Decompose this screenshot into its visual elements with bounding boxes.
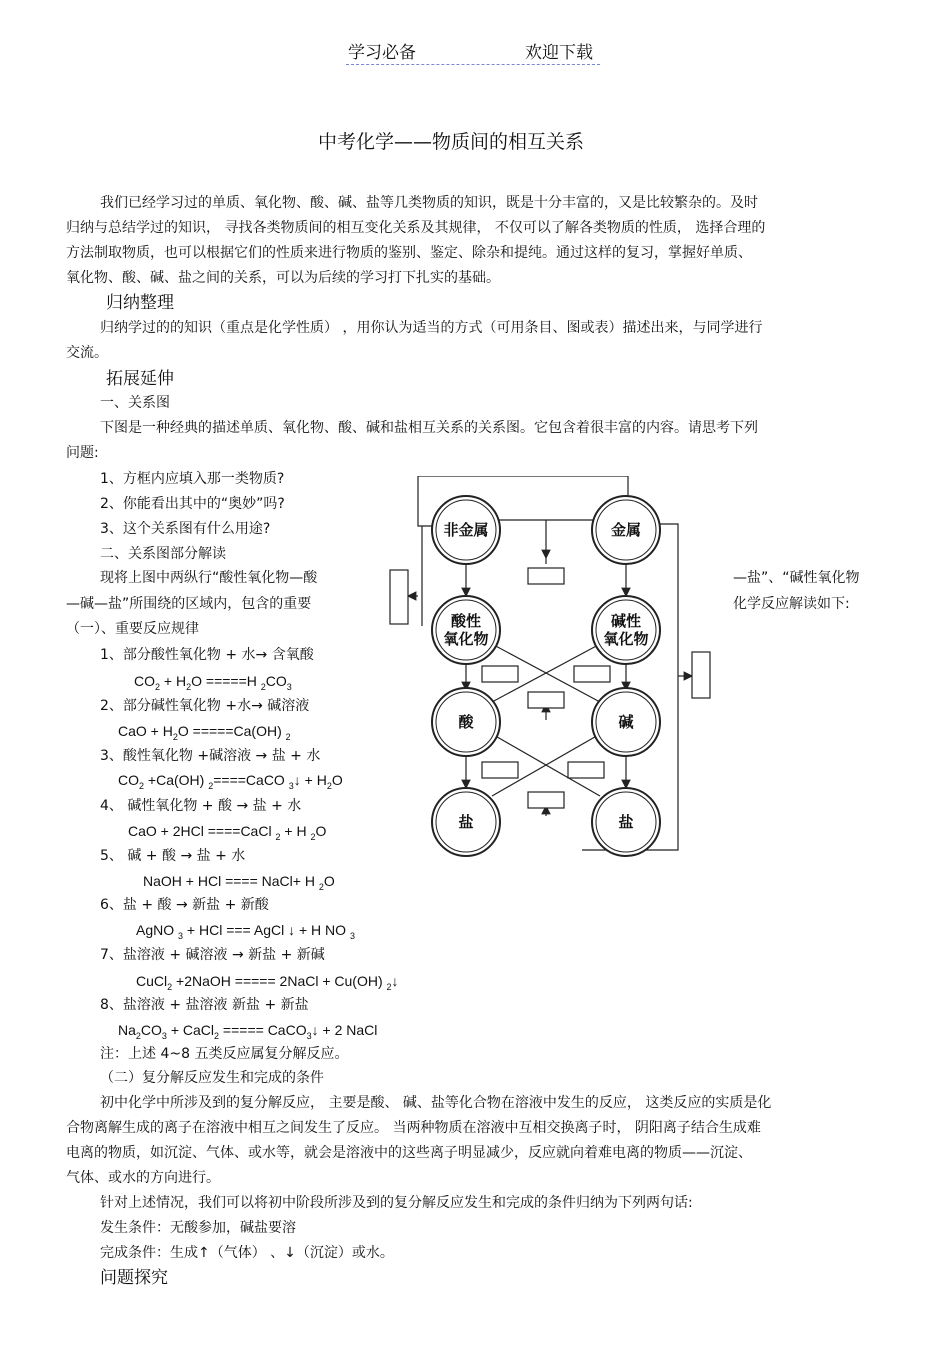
page-title: 中考化学——物质间的相互关系	[318, 131, 585, 153]
extend-heading: 拓展延伸	[106, 369, 174, 389]
label-base: 碱	[618, 713, 634, 731]
conditions-text: 初中化学中所涉及到的复分解反应， 主要是酸、 碱、盐等化合物在溶液中发生的反应， 这类反应的实质是化	[100, 1095, 772, 1111]
diagram-blank-box	[528, 792, 564, 808]
label-basic-oxide: 碱性	[610, 612, 642, 630]
header-left: 学习必备	[348, 43, 416, 63]
label-metal: 金属	[610, 521, 642, 539]
intro-line: 归纳与总结学过的知识， 寻找各类物质间的相互变化关系及其规律， 不仅可以了解各类物质的性质， 选择合理的	[66, 220, 766, 236]
equation-2: CaO + $H_2O =====Ca(OH)$ $_2$	[118, 723, 291, 742]
rule-3: 3、酸性氧化物 +碱溶液 → 盐 + 水	[100, 748, 321, 764]
equation-3: $CO_2 +Ca(OH)$ $_2$====CaCO $_3$↓ + $H_2O$	[118, 772, 343, 791]
rule-4: 4、 碱性氧化物 + 酸 → 盐 + 水	[100, 798, 302, 814]
label-acid: 酸	[458, 713, 474, 731]
relation-text: 下图是一种经典的描述单质、氧化物、酸、碱和盐相互关系的关系图。它包含着很丰富的内容。请思考下列	[100, 420, 758, 436]
label-acidic-oxide: 氧化物	[443, 630, 489, 648]
equation-4: CaO + 2HCl ====CaCl $_2$ + H $_2$O	[128, 823, 327, 842]
part2-text: —碱—盐”所围绕的区域内，包含的重要	[66, 596, 312, 612]
conditions-text: 气体、或水的方向进行。	[66, 1170, 220, 1186]
intro-line: 我们已经学习过的单质、氧化物、酸、碱、盐等几类物质的知识，既是十分丰富的，又是比较繁杂的。及时	[100, 195, 758, 211]
rules-heading: （一）、重要反应规律	[66, 621, 199, 637]
rule-7: 7、盐溶液 + 碱溶液 → 新盐 + 新碱	[100, 947, 325, 963]
relation-diagram	[388, 476, 718, 860]
relation-heading: 一、关系图	[100, 395, 170, 411]
intro-line: 方法制取物质，也可以根据它们的性质来进行物质的鉴别、鉴定、除杂和提纯。通过这样的复习，掌握好单质、	[66, 245, 752, 261]
part2-text: 现将上图中两纵行“酸性氧化物—酸	[100, 570, 318, 586]
diagram-blank-box	[528, 692, 564, 708]
conditions-text: 合物离解生成的离子在溶液中相互之间发生了反应。 当两种物质在溶液中互相交换离子时， 阴阳离子结合生成难	[66, 1120, 761, 1136]
conditions-heading: （二）复分解反应发生和完成的条件	[100, 1070, 324, 1086]
rule-2: 2、部分碱性氧化物 +水→ 碱溶液	[100, 698, 310, 714]
diagram-blank-box	[390, 570, 408, 624]
label-nonmetal: 非金属	[443, 521, 489, 539]
occur-condition: 发生条件：无酸参加，碱盐要溶	[100, 1220, 296, 1236]
diagram-blank-box	[482, 762, 518, 778]
complete-condition: 完成条件：生成↑（气体） 、↓（沉淀）或水。	[100, 1245, 394, 1261]
header-divider	[346, 64, 600, 65]
part2-text: —盐”、“碱性氧化物	[733, 570, 860, 586]
rule-5: 5、 碱 + 酸 → 盐 + 水	[100, 848, 246, 864]
equation-8: $Na_2CO_3$ + CaCl$_2$ ===== CaCO$_3$↓ + 2 NaCl	[118, 1022, 378, 1041]
header-right: 欢迎下载	[525, 43, 593, 63]
note: 注：上述 4~8 五类反应属复分解反应。	[100, 1046, 349, 1062]
equation-1: $CO_2 + H_2O =====H$ $_2CO_3$	[134, 673, 292, 692]
label-salt-left: 盐	[458, 813, 474, 831]
part2-heading: 二、关系图部分解读	[100, 546, 226, 562]
diagram-blank-box	[574, 666, 610, 682]
rule-6: 6、盐 + 酸 → 新盐 + 新酸	[100, 897, 269, 913]
diagram-blank-box	[528, 568, 564, 584]
explore-heading: 问题探究	[100, 1268, 168, 1288]
diagram-blank-box	[568, 762, 604, 778]
summary-heading: 归纳整理	[106, 293, 174, 313]
equation-6: AgNO $_3$ + HCl === AgCl ↓ + H NO $_3$	[136, 922, 355, 941]
question-1: 1、方框内应填入那一类物质?	[100, 471, 285, 487]
rule-1: 1、部分酸性氧化物 + 水→ 含氧酸	[100, 647, 314, 663]
intro-line: 氧化物、酸、碱、盐之间的关系，可以为后续的学习打下扎实的基础。	[66, 270, 500, 286]
label-acidic-oxide: 酸性	[450, 612, 482, 630]
label-salt-right: 盐	[618, 813, 634, 831]
conditions-text: 电离的物质，如沉淀、气体、或水等，就会是溶液中的这些离子明显减少，反应就向着难电离的物质——沉淀、	[66, 1145, 752, 1161]
equation-5: NaOH + HCl ==== NaCl+ H $_2$O	[143, 873, 335, 892]
summary-text: 归纳学过的的知识（重点是化学性质） ，用你认为适当的方式（可用条目、图或表）描述出来，与同学进行	[100, 320, 763, 336]
diagram-blank-box	[692, 652, 710, 698]
summary-text: 交流。	[66, 345, 108, 361]
question-3: 3、这个关系图有什么用途?	[100, 521, 271, 537]
rule-8: 8、盐溶液 + 盐溶液 新盐 + 新盐	[100, 997, 309, 1013]
conditions-text: 针对上述情况，我们可以将初中阶段所涉及到的复分解反应发生和完成的条件归纳为下列两句话:	[100, 1195, 693, 1211]
label-basic-oxide: 氧化物	[603, 630, 649, 648]
equation-7: CuCl$_2$ +2NaOH ===== 2NaCl + Cu(OH) $_2$↓	[136, 973, 399, 992]
relation-text: 问题:	[66, 445, 99, 461]
part2-text: 化学反应解读如下:	[733, 596, 850, 612]
question-2: 2、你能看出其中的“奥妙”吗?	[100, 496, 285, 512]
diagram-blank-box	[482, 666, 518, 682]
